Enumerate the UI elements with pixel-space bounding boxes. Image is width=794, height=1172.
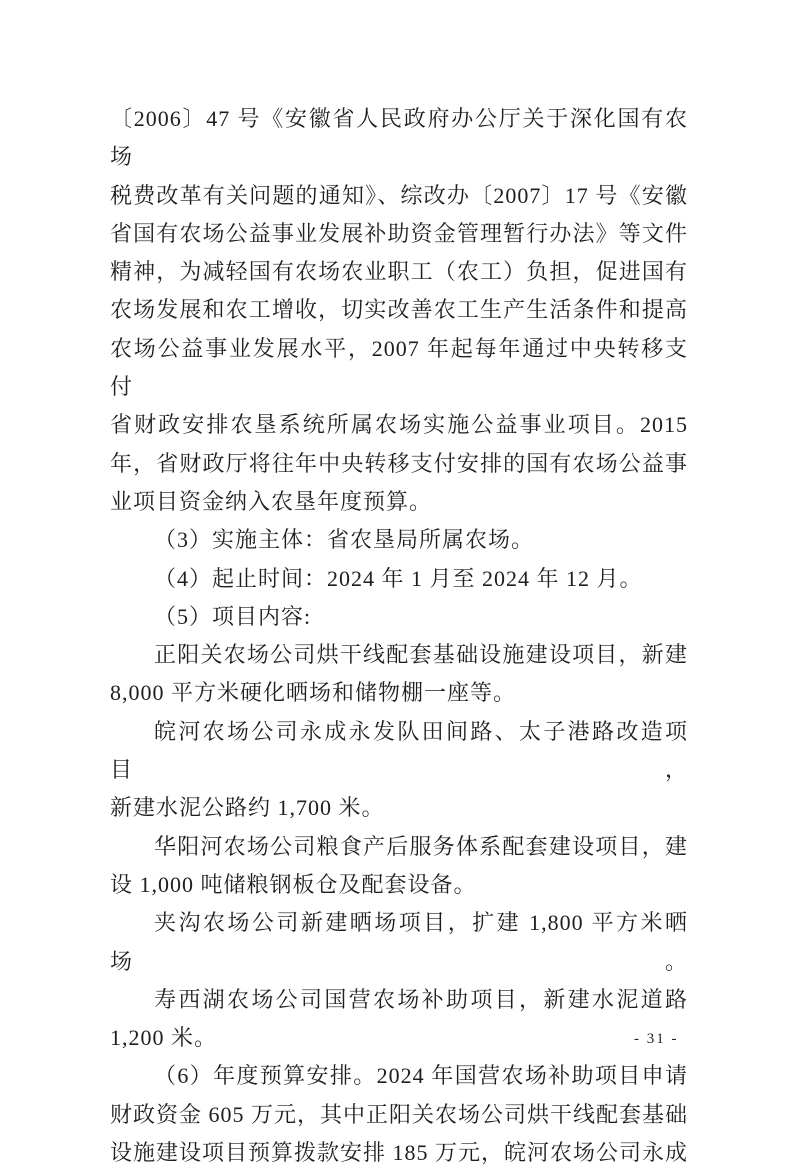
text-line: 正阳关农场公司烘干线配套基础设施建设项目，新建 xyxy=(154,642,688,668)
text-line: 寿西湖农场公司国营农场补助项目，新建水泥道路 xyxy=(154,986,688,1012)
page-number: - 31 - xyxy=(634,1031,679,1047)
text-line: 设 1,000 吨储粮钢板仓及配套设备。 xyxy=(110,871,477,897)
text-line: （3）实施主体：省农垦局所属农场。 xyxy=(154,527,535,553)
text-line: （6）年度预算安排。2024 年国营农场补助项目申请 xyxy=(154,1063,688,1089)
text-line: （5）项目内容: xyxy=(154,603,312,629)
page-body-text xyxy=(110,100,688,1172)
text-line: 8,000 平方米硬化晒场和储物棚一座等。 xyxy=(110,680,517,706)
text-line: 年，省财政厅将往年中央转移支付安排的国有农场公益事 xyxy=(110,450,688,476)
text-line: 新建水泥公路约 1,700 米。 xyxy=(110,795,385,821)
text-line: （4）起止时间：2024 年 1 月至 2024 年 12 月。 xyxy=(154,565,643,591)
text-line: 皖河农场公司永成永发队田间路、太子港路改造项目， xyxy=(110,718,688,783)
text-line: 税费改革有关问题的通知》、综改办〔2007〕17 号《安徽 xyxy=(110,182,688,208)
text-line: 省国有农场公益事业发展补助资金管理暂行办法》等文件 xyxy=(110,220,688,246)
text-line: 省财政安排农垦系统所属农场实施公益事业项目。2015 xyxy=(110,412,688,438)
text-line: 业项目资金纳入农垦年度预算。 xyxy=(110,488,433,514)
text-line: 华阳河农场公司粮食产后服务体系配套建设项目，建 xyxy=(154,833,688,859)
text-line: 农场公益事业发展水平，2007 年起每年通过中央转移支付 xyxy=(110,335,688,400)
text-line: 农场发展和农工增收，切实改善农工生产生活条件和提高 xyxy=(110,297,688,323)
text-line: 精神，为减轻国有农场农业职工（农工）负担，促进国有 xyxy=(110,259,688,285)
text-line: 〔2006〕47 号《安徽省人民政府办公厅关于深化国有农场 xyxy=(110,106,688,170)
text-line: 设施建设项目预算拨款安排 185 万元，皖河农场公司永成 xyxy=(110,1140,689,1166)
text-line: 夹沟农场公司新建晒场项目，扩建 1,800 平方米晒场。 xyxy=(110,910,688,974)
text-line: 1,200 米。 xyxy=(110,1025,218,1051)
text-line: 财政资金 605 万元，其中正阳关农场公司烘干线配套基础 xyxy=(110,1101,689,1127)
